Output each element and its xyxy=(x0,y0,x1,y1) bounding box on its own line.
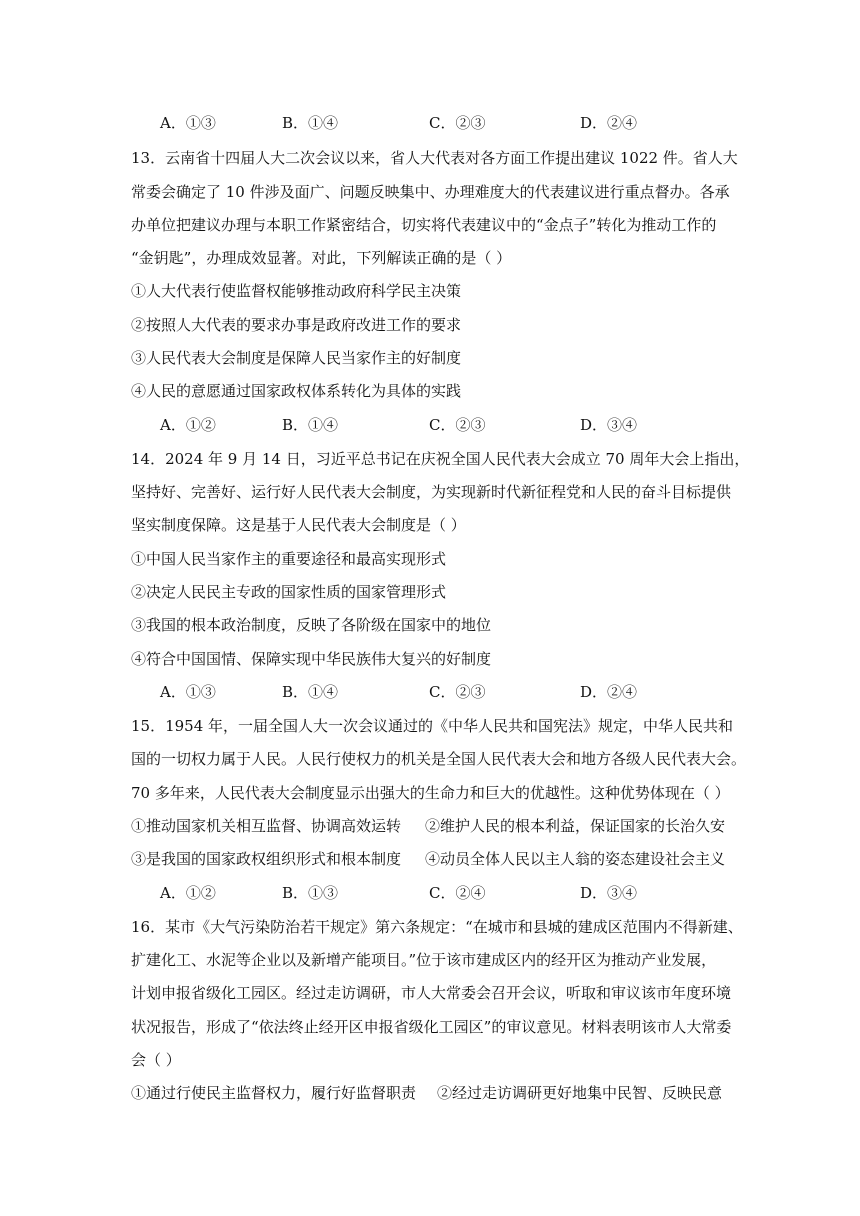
question-text-line: 国的一切权力属于人民。人民行使权力的机关是全国人民代表大会和地方各级人民代表大会。 xyxy=(131,750,747,768)
statement-1: ①通过行使民主监督权力，履行好监督职责 xyxy=(131,1084,417,1102)
option-a: A．①② xyxy=(160,416,216,434)
statement-1: ①推动国家机关相互监督、协调高效运转 xyxy=(131,817,402,835)
statement-2: ②维护人民的根本利益，保证国家的长治久安 xyxy=(425,817,726,835)
option-c: C．②④ xyxy=(429,884,486,902)
question-text-line: 15．1954 年，一届全国人大一次会议通过的《中华人民共和国宪法》规定，中华人民共和 xyxy=(131,717,734,735)
question-text-line: 13．云南省十四届人大二次会议以来，省人大代表对各方面工作提出建议 1022 件。省人大 xyxy=(131,149,738,167)
option-c: C．②③ xyxy=(429,416,486,434)
option-a: A．①③ xyxy=(160,114,216,132)
option-c: C．②③ xyxy=(429,683,486,701)
option-b: B．①④ xyxy=(282,416,339,434)
option-d: D．②④ xyxy=(580,114,638,132)
statement-row xyxy=(131,1083,416,1103)
statement-row xyxy=(131,849,401,869)
question-text-line: 坚持好、完善好、运行好人民代表大会制度，为实现新时代新征程党和人民的奋斗目标提供 xyxy=(131,483,732,501)
question-text-line: 计划申报省级化工园区。经过走访调研，市人大常委会召开会议，听取和审议该市年度环境 xyxy=(131,984,732,1002)
statement-1: ①中国人民当家作主的重要途径和最高实现形式 xyxy=(131,550,447,568)
question-text-line: 状况报告，形成了“依法终止经开区申报省级化工园区”的审议意见。材料表明该市人大常委 xyxy=(131,1018,732,1036)
option-d: D．③④ xyxy=(580,416,638,434)
option-b: B．①③ xyxy=(282,884,339,902)
statement-3: ③我国的根本政治制度，反映了各阶级在国家中的地位 xyxy=(131,616,492,634)
statement-2: ②经过走访调研更好地集中民智、反映民意 xyxy=(437,1084,723,1102)
statement-2: ②决定人民民主专政的国家性质的国家管理形式 xyxy=(131,583,447,601)
question-text-line: “金钥匙”，办理成效显著。对此，下列解读正确的是（ ） xyxy=(131,249,512,267)
option-a: A．①③ xyxy=(160,683,216,701)
question-text-line: 坚实制度保障。这是基于人民代表大会制度是（ ） xyxy=(131,516,466,534)
option-d: D．②④ xyxy=(580,683,638,701)
option-a: A．①② xyxy=(160,884,216,902)
statement-3: ③是我国的国家政权组织形式和根本制度 xyxy=(131,850,402,868)
statement-1: ①人大代表行使监督权能够推动政府科学民主决策 xyxy=(131,282,462,300)
statement-4: ④符合中国国情、保障实现中华民族伟大复兴的好制度 xyxy=(131,650,492,668)
statement-2: ②按照人大代表的要求办事是政府改进工作的要求 xyxy=(131,316,462,334)
question-text-line: 扩建化工、水泥等企业以及新增产能项目。”位于该市建成区内的经开区为推动产业发展， xyxy=(131,951,717,969)
question-text-line: 办单位把建议办理与本职工作紧密结合，切实将代表建议中的“金点子”转化为推动工作的 xyxy=(131,216,717,234)
statement-3: ③人民代表大会制度是保障人民当家作主的好制度 xyxy=(131,349,462,367)
question-text-line: 会（ ） xyxy=(131,1051,181,1069)
question-text-line: 14．2024 年 9 月 14 日，习近平总书记在庆祝全国人民代表大会成立 70 周年大会上指出， xyxy=(131,450,750,468)
question-text-line: 16．某市《大气污染防治若干规定》第六条规定：“在城市和县城的建成区范围内不得新建、 xyxy=(131,918,743,936)
question-text-line: 常委会确定了 10 件涉及面广、问题反映集中、办理难度大的代表建议进行重点督办。各承 xyxy=(131,183,730,201)
question-text-line: 70 多年来，人民代表大会制度显示出强大的生命力和巨大的优越性。这种优势体现在（ ） xyxy=(131,784,730,802)
statement-4: ④人民的意愿通过国家政权体系转化为具体的实践 xyxy=(131,382,462,400)
option-b: B．①④ xyxy=(282,114,339,132)
option-c: C．②③ xyxy=(429,114,486,132)
option-d: D．③④ xyxy=(580,884,638,902)
option-b: B．①④ xyxy=(282,683,339,701)
statement-row xyxy=(131,816,401,836)
statement-4: ④动员全体人民以主人翁的姿态建设社会主义 xyxy=(425,850,726,868)
